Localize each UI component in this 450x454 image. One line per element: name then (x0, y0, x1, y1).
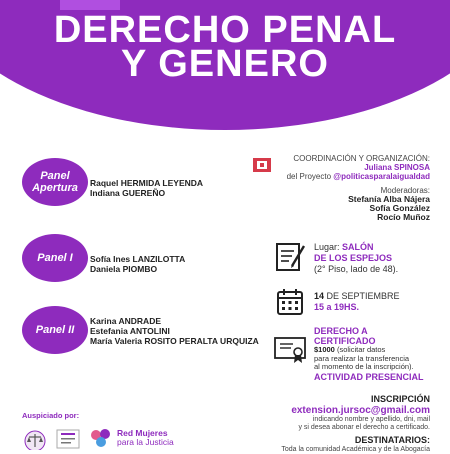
panel-apertura-names (90, 178, 203, 198)
coordination-label: COORDINACIÓN Y ORGANIZACIÓN: (293, 154, 430, 163)
inscription-label: INSCRIPCIÓN (370, 394, 430, 404)
panel-label: Panel I (37, 252, 73, 264)
recipients-label: DESTINATARIOS: (354, 435, 430, 445)
moderator-name: Stefanía Alba Nájera (348, 194, 430, 204)
panel-apertura-badge (22, 158, 88, 206)
moderator-name: Sofía González (369, 203, 430, 213)
signboard-icon (274, 240, 308, 274)
calendar-icon (276, 288, 304, 316)
moderators-label: Moderadoras: (380, 186, 430, 195)
sponsor-logo-scales-icon (22, 428, 48, 450)
panel-label: Panel II (35, 324, 75, 336)
inscription-email[interactable]: extension.jursoc@gmail.com (291, 405, 430, 416)
location-place: SALÓN (342, 242, 374, 252)
activity-mode: ACTIVIDAD PRESENCIAL (314, 371, 424, 382)
panel-label: Panel (40, 170, 70, 182)
certificate-icon (273, 335, 307, 365)
speaker-name: Sofía Ines LANZILOTTA (90, 254, 186, 264)
inscription-note-line2: y si desea abonar el derecho a certificado. (298, 424, 430, 431)
sponsor-logo-institute-icon (55, 428, 81, 450)
coordinator-name: Juliana SPINOSA (364, 163, 430, 172)
location-block (314, 242, 398, 275)
speaker-name: Daniela PIOMBO (90, 264, 158, 274)
panel-label-sub: Apertura (32, 182, 78, 194)
certificate-note: (solicitar datos (336, 345, 386, 354)
certificate-price: $1000 (314, 345, 335, 354)
date-block (314, 291, 400, 313)
date-time: 15 a 19HS. (314, 302, 360, 312)
location-place-line2: DE LOS ESPEJOS (314, 253, 393, 263)
panel-1-badge (22, 234, 88, 282)
certificate-heading: DERECHO A (314, 326, 368, 336)
project-handle: @politicasparalaigualdad (333, 172, 430, 181)
project-prefix: del Proyecto (286, 172, 332, 181)
page-title-line2: Y GENERO (121, 43, 329, 85)
speaker-name: Indiana GUEREÑO (90, 188, 166, 198)
panel-2-names (90, 316, 259, 346)
sponsor-logo-line2: para la Justicia (117, 437, 174, 447)
certificate-note-line3: al momento de la inscripción). (314, 362, 414, 371)
page-title-line1: DERECHO PENAL (53, 9, 397, 51)
speaker-name: Raquel HERMIDA LEYENDA (90, 178, 204, 188)
speaker-name: Karina ANDRADE (90, 316, 162, 326)
panel-1-names (90, 254, 185, 274)
location-prefix: Lugar: (314, 242, 340, 252)
certificate-block (314, 326, 424, 383)
date-day: 14 (314, 291, 325, 301)
inscription-block (255, 394, 430, 454)
sponsor-logo-text (117, 429, 174, 447)
sponsor-logo-line1: Red Mujeres (117, 428, 168, 438)
sponsors-label: Auspiciado por: (22, 411, 80, 420)
certificate-heading-line2: CERTIFICADO (314, 336, 376, 346)
speaker-name: María Valeria ROSITO PERALTA URQUIZA (90, 336, 259, 346)
moderator-name: Rocío Muñoz (377, 212, 430, 222)
speaker-name: Estefania ANTOLINI (90, 326, 170, 336)
panel-2-badge (22, 306, 88, 354)
location-detail: (2° Piso, lado de 48). (314, 264, 399, 274)
recipients-note: Toda la comunidad Académica y de la Abogacía (281, 446, 430, 453)
coordination-block (255, 154, 430, 222)
sponsor-logo-network-icon (88, 426, 114, 450)
inscription-note: indicando nombre y apellido, dni, mail (312, 416, 430, 423)
date-month: DE SEPTIEMBRE (326, 291, 400, 301)
certificate-note-line2: para realizar la transferencia (314, 353, 410, 363)
